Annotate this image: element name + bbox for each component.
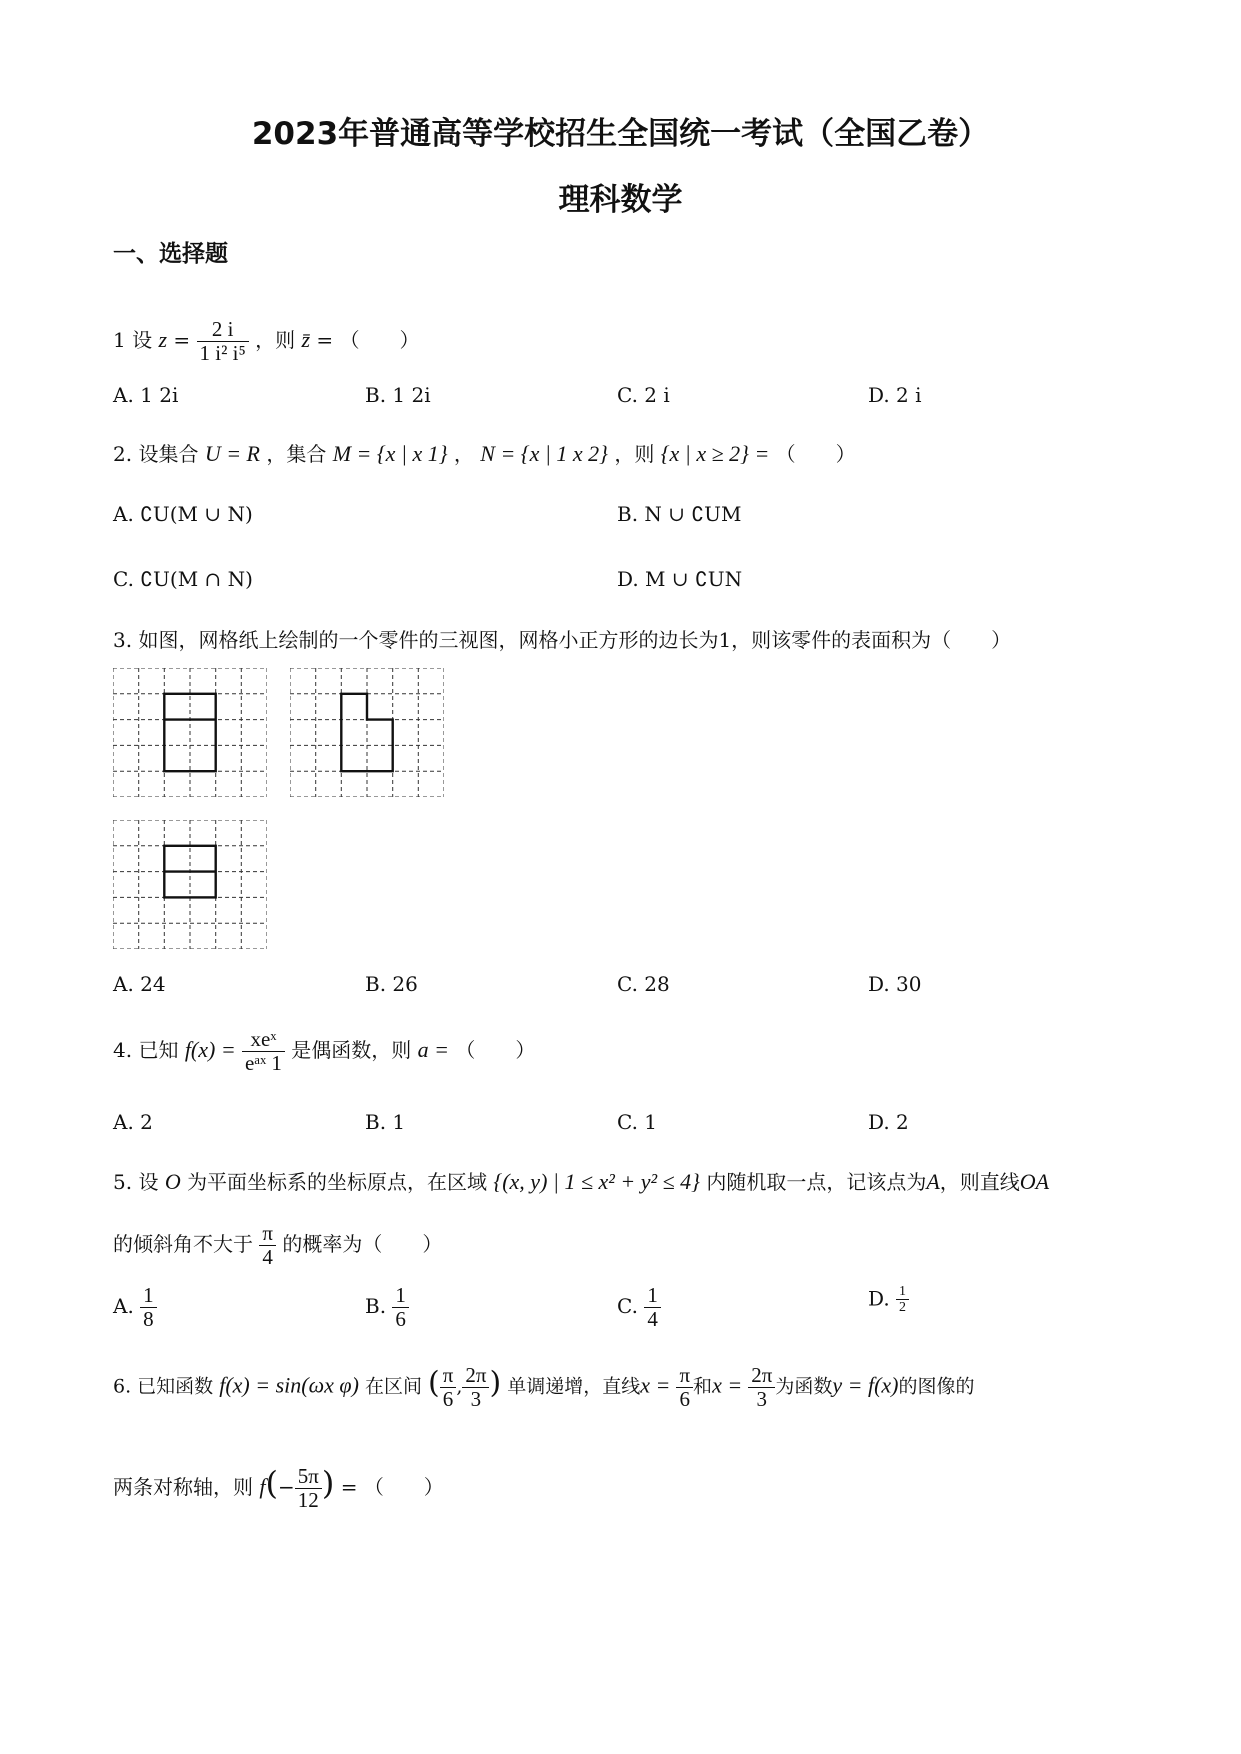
q5-option-a[interactable]	[113, 1284, 157, 1331]
q5-option-b[interactable]	[365, 1284, 409, 1331]
q5-point-a: A	[926, 1169, 940, 1194]
q6-mid2: 单调递增，直线	[507, 1375, 641, 1398]
q2-set-m: M = {x | x 1}	[332, 441, 448, 466]
q5-option-b-den: 6	[395, 1307, 406, 1332]
q5-option-b-label: B.	[365, 1294, 387, 1319]
q5-option-c-fraction	[644, 1284, 661, 1331]
q5-text-a: 5. 设	[113, 1170, 159, 1194]
q5-option-d-num: 1	[896, 1284, 909, 1300]
q6-x2: x =	[712, 1372, 743, 1398]
q4-denominator: eᵃˣ 1	[245, 1051, 282, 1076]
q1-zbar: z̄	[301, 327, 311, 353]
section-heading: 一、选择题	[113, 241, 228, 267]
q5-text-e: 的倾斜角不大于	[113, 1232, 253, 1257]
q1-numerator: 2 i	[197, 318, 249, 342]
q1-denominator: 1 i² i⁵	[199, 341, 246, 366]
q6-mid3: 为函数	[775, 1375, 833, 1398]
question-4	[113, 1028, 535, 1075]
q2-set-n: N = {x | 1 x 2}	[480, 441, 608, 466]
q5-text-f: 的概率为（ ）	[282, 1232, 443, 1257]
q6-fval-den: 12	[297, 1488, 319, 1512]
exam-title: 2023年普通高等学校招生全国统一考试（全国乙卷）	[251, 116, 990, 152]
q1-end: （ ）	[339, 328, 420, 353]
q1-fraction	[197, 318, 249, 365]
question-5-line-1	[113, 1166, 1049, 1195]
q2-option-c[interactable]: C. ∁U(M ∩ N)	[113, 567, 253, 591]
q4-option-a[interactable]: A. 2	[113, 1110, 153, 1134]
q5-option-a-fraction	[140, 1284, 157, 1331]
q4-numerator: xeˣ	[242, 1028, 285, 1052]
side-view-figure	[290, 668, 444, 797]
q5-option-c[interactable]	[617, 1284, 661, 1331]
q6-and: 和	[693, 1375, 713, 1398]
q6-end: （ ）	[363, 1475, 444, 1499]
q4-fraction	[242, 1028, 285, 1075]
q5-option-b-num: 1	[392, 1284, 409, 1308]
q6-fval: f	[259, 1474, 266, 1499]
q6-x1-den: 6	[679, 1387, 690, 1412]
q6-mid4: 的图像的	[898, 1375, 975, 1398]
q5-angle-num: π	[259, 1222, 276, 1246]
question-3: 3. 如图，网格纸上绘制的一个零件的三视图，网格小正方形的边长为1，则该零件的表面积为（ ）	[113, 628, 1012, 652]
q6-x1-fraction	[676, 1364, 693, 1411]
q6-x1: x =	[640, 1372, 671, 1398]
q3-option-a[interactable]: A. 24	[113, 972, 166, 996]
q6-interval-b-den: 3	[470, 1387, 482, 1412]
q4-function: f(x) =	[184, 1037, 236, 1063]
q6-fval-fraction	[295, 1465, 322, 1512]
q6-interval-b	[462, 1364, 489, 1411]
q5-option-d[interactable]	[868, 1284, 909, 1316]
q5-option-a-den: 8	[143, 1307, 154, 1332]
q4-a: a =	[417, 1037, 450, 1063]
q4-option-c[interactable]: C. 1	[617, 1110, 658, 1134]
q4-end: （ ）	[455, 1038, 536, 1063]
q5-origin: O	[164, 1169, 181, 1194]
q4-suffix: 是偶函数，则	[291, 1038, 412, 1063]
q5-angle-den: 4	[262, 1245, 273, 1270]
q5-option-c-num: 1	[644, 1284, 661, 1308]
question-6-line-2: 两条对称轴，则 f(− $\frac{5\pi}{12}$ ) = （ ）	[113, 1463, 444, 1512]
q6-x2-fraction	[748, 1364, 775, 1411]
q5-option-c-label: C.	[617, 1294, 638, 1319]
q2-mid2: ，	[453, 442, 474, 466]
q6-fval-left-paren: (	[265, 1464, 278, 1502]
q6-x2-num: 2π	[748, 1364, 775, 1388]
q6-interval-a	[440, 1364, 457, 1411]
q6-right-paren: )	[489, 1365, 502, 1401]
q5-option-c-den: 4	[647, 1307, 658, 1332]
q1-option-a[interactable]: A. 1 2i	[113, 383, 179, 407]
q6-x1-num: π	[676, 1364, 693, 1388]
q5-option-d-den: 2	[899, 1300, 907, 1316]
q5-text-b: 为平面坐标系的坐标原点，在区域	[187, 1170, 488, 1194]
q1-option-d[interactable]: D. 2 i	[868, 383, 922, 407]
q6-left-paren: (	[428, 1365, 440, 1401]
q5-line-oa: OA	[1019, 1169, 1050, 1194]
q5-text-d: ，则直线	[939, 1170, 1020, 1194]
question-5-line-2	[113, 1222, 442, 1269]
q3-option-b[interactable]: B. 26	[365, 972, 418, 996]
q6-interval-a-den: 6	[442, 1387, 454, 1412]
q5-text-c: 内随机取一点，记该点为	[706, 1170, 927, 1194]
q5-option-d-fraction	[896, 1284, 909, 1316]
q6-fval-num: 5π	[295, 1465, 322, 1489]
q5-region: {(x, y) | 1 ≤ x² + y² ≤ 4}	[493, 1169, 700, 1194]
q2-option-b[interactable]: B. N ∪ ∁UM	[617, 502, 742, 526]
q6-x2-den: 3	[756, 1387, 768, 1412]
question-6-line-1: 6. 已知函数 f(x) = sin(ωx φ) 在区间 ( $\frac{\pi}{6}$ , $\frac{2\pi}{3}$ ) 单调递增，直线x = $\frac{\pi}{6}$ 和x = $\frac{2\pi}{3}$ 为函数y = f(x)的图像的	[113, 1363, 975, 1412]
q5-angle-fraction	[259, 1222, 276, 1269]
q1-prefix: 1 设	[113, 328, 153, 353]
q5-option-a-num: 1	[140, 1284, 157, 1308]
q6-y: y = f(x)	[832, 1372, 899, 1398]
q6-interval-b-num: 2π	[462, 1364, 489, 1388]
q6-function: f(x) = sin(ωx φ)	[219, 1372, 359, 1398]
q6-prefix: 6. 已知函数	[113, 1375, 214, 1398]
q4-option-d[interactable]: D. 2	[868, 1110, 909, 1134]
q1-suffix: ，则	[255, 328, 296, 353]
q3-option-d[interactable]: D. 30	[868, 972, 922, 996]
q3-option-c[interactable]: C. 28	[617, 972, 670, 996]
q6-fval-right-paren: )	[321, 1464, 335, 1502]
q2-target-set: {x | x ≥ 2} =	[660, 441, 770, 466]
q6-line2-text: 两条对称轴，则	[113, 1475, 253, 1499]
q2-end: （ ）	[775, 442, 856, 466]
exam-subtitle: 理科数学	[558, 182, 683, 218]
question-1: 1 设 z = $\frac{2 i}{\text{1 i² i⁵}}$ ，则 z̄ = （ ）	[113, 317, 420, 366]
q2-option-d[interactable]: D. M ∪ ∁UN	[617, 567, 743, 591]
q6-interval-a-num: π	[440, 1364, 457, 1388]
q2-mid1: ，集合	[266, 442, 327, 466]
q5-option-d-label: D.	[868, 1286, 890, 1311]
top-view-figure	[113, 820, 267, 949]
q1-option-c[interactable]: C. 2 i	[617, 383, 670, 407]
q6-eq: =	[340, 1475, 358, 1499]
q2-text: 2. 设集合	[113, 442, 199, 466]
q2-universe: U = R	[204, 441, 260, 466]
q1-option-b[interactable]: B. 1 2i	[365, 383, 431, 407]
q2-mid3: ，则	[614, 442, 655, 466]
q4-prefix: 4. 已知	[113, 1038, 179, 1063]
q5-option-b-fraction	[392, 1284, 409, 1331]
q5-option-a-label: A.	[113, 1294, 134, 1319]
q1-lhs: z	[158, 327, 168, 353]
front-view-figure	[113, 668, 267, 797]
question-2	[113, 438, 856, 467]
q2-option-a[interactable]: A. ∁U(M ∪ N)	[113, 502, 253, 526]
q4-option-b[interactable]: B. 1	[365, 1110, 406, 1134]
q6-mid1: 在区间	[364, 1375, 422, 1398]
